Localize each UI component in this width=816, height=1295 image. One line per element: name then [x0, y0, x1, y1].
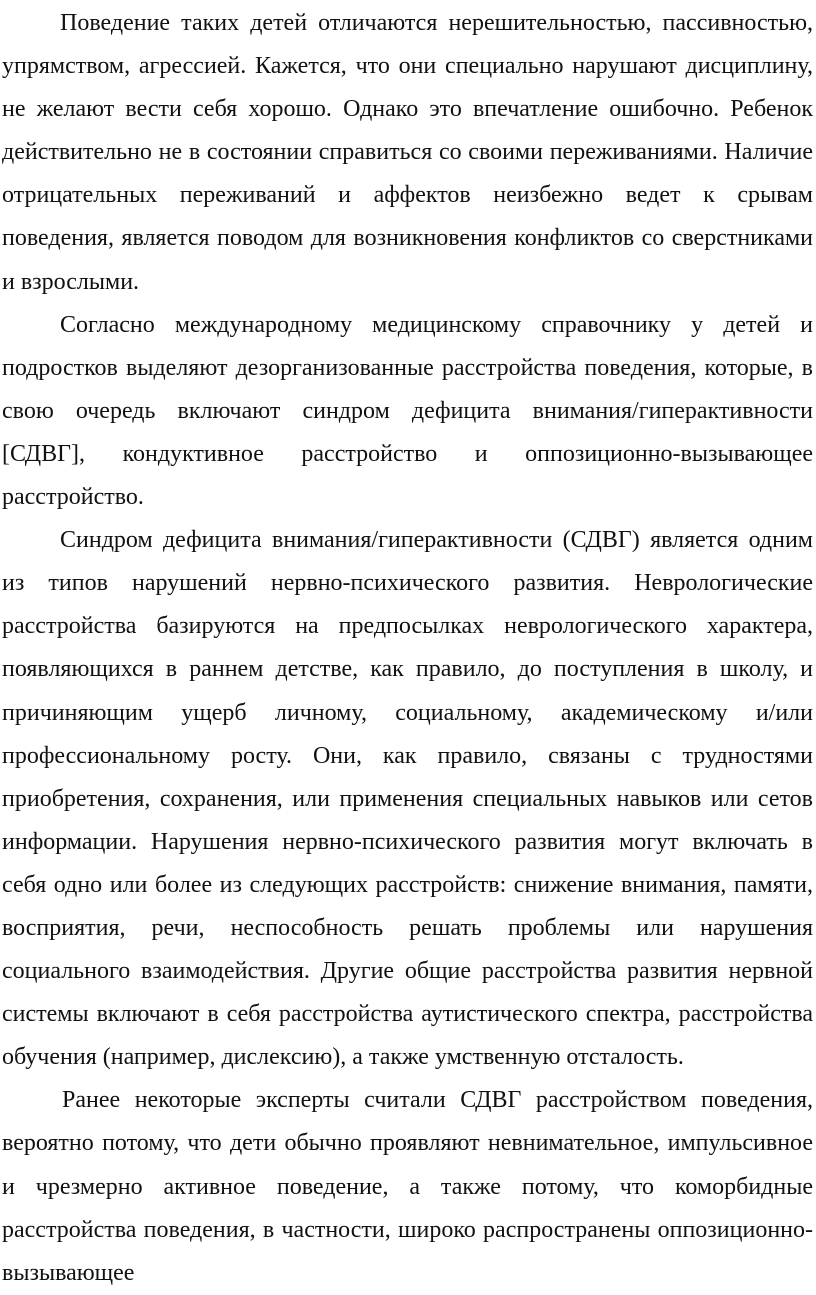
paragraph-classification: Согласно международному медицинскому справочнику у детей и подростков выделяют дезорганизованные расстройства поведения, которые, в свою очередь включают синдром дефицита внимания/гиперактивности [СДВГ], кондуктивное расстройство и оппозиционно-вызывающее расстройство. [2, 311, 813, 511]
paragraph-adhd-history: Ранее некоторые эксперты считали СДВГ расстройством поведения, вероятно потому, что дети обычно проявляют невнимательное, импульсивное и чрезмерно активное поведение, а также потому, что коморбидные расстройства поведения, в частности, широко распространены оппозиционно-вызывающее [2, 1087, 813, 1286]
paragraph-behavior: Поведение таких детей отличаются нерешительностью, пассивностью, упрямством, агрессией. Кажется, что они специально нарушают дисциплину, не желают вести себя хорошо. Однако это впечатление ошибочно. Ребенок действительно не в состоянии справиться со своими переживаниями. Наличие отрицательных переживаний и аффектов неизбежно ведет к срывам поведения, является поводом для возникновения конфликтов со сверстниками и взрослыми. [2, 10, 813, 295]
paragraph-adhd-definition: Синдром дефицита внимания/гиперактивности (СДВГ) является одним из типов нарушений нервно-психического развития. Неврологические расстройства базируются на предпосылках неврологического характера, появляющихся в раннем детстве, как правило, до поступления в школу, и причиняющим ущерб личному, социальному, академическому и/или профессиональному росту. Они, как правило, связаны с трудностями приобретения, сохранения, или применения специальных навыков или сетов информации. Нарушения нервно-психического развития могут включать в себя одно или более из следующих расстройств: снижение внимания, памяти, восприятия, речи, неспособность решать проблемы или нарушения социального взаимодействия. Другие общие расстройства развития нервной системы включают в себя расстройства аутистического спектра, расстройства обучения (например, дислексию), а также умственную отсталость. [2, 527, 813, 1071]
